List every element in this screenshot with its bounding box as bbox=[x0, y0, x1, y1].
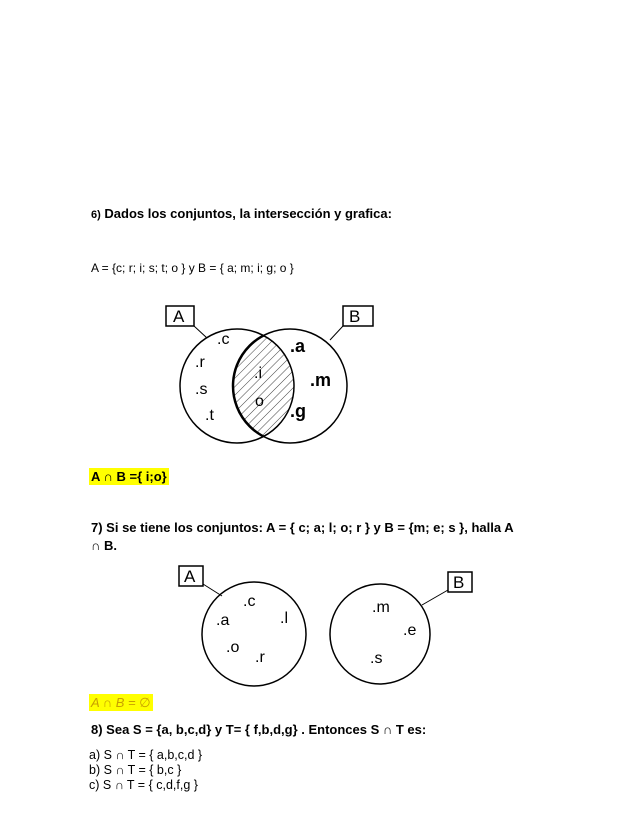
q7-element: .s bbox=[370, 650, 383, 667]
q6-sets-line: A = {c; r; i; s; t; o } y B = { a; m; i; g; o } bbox=[91, 261, 294, 275]
q7-element: .e bbox=[403, 622, 417, 639]
q6-label-a: A bbox=[173, 307, 185, 326]
q7-title-line1: 7) Si se tiene los conjuntos: A = { c; a; l; o; r } y B = {m; e; s }, halla A bbox=[91, 520, 514, 535]
q6-number: 6) bbox=[91, 209, 101, 221]
q7-title-line2: ∩ B. bbox=[91, 538, 117, 553]
q6-element: .i bbox=[254, 365, 262, 382]
q6-title-text: Dados los conjuntos, la intersección y grafica: bbox=[104, 206, 392, 221]
q7-element: .o bbox=[226, 639, 240, 656]
q8-option-c: c) S ∩ T = { c,d,f,g } bbox=[89, 778, 198, 792]
q6-element: o bbox=[255, 393, 264, 410]
q6-answer-text: A ∩ B ={ i;o} bbox=[91, 469, 167, 484]
q7-answer-text: A ∩ B = ∅ bbox=[91, 695, 151, 710]
q7-element: .l bbox=[280, 610, 288, 627]
q6-element: .s bbox=[195, 381, 208, 398]
q7-element: .c bbox=[243, 593, 256, 610]
q6-element: .a bbox=[290, 336, 306, 356]
q8-title: 8) Sea S = {a, b,c,d} y T= { f,b,d,g} . Entonces S ∩ T es: bbox=[91, 722, 427, 737]
q7-element: .m bbox=[372, 599, 390, 616]
q7-venn-diagram bbox=[170, 560, 490, 690]
q6-venn-diagram bbox=[160, 300, 390, 448]
q6-element: .t bbox=[205, 407, 214, 424]
q6-element: .m bbox=[310, 370, 332, 390]
q7-label-b: B bbox=[453, 573, 465, 592]
q6-title bbox=[91, 206, 392, 221]
q8-option-b: b) S ∩ T = { b,c } bbox=[89, 763, 182, 777]
q6-element: .c bbox=[217, 331, 230, 348]
q6-element: .r bbox=[195, 354, 205, 371]
q8-options bbox=[89, 748, 202, 793]
q8-option-a: a) S ∩ T = { a,b,c,d } bbox=[89, 748, 203, 762]
q6-label-b: B bbox=[349, 307, 361, 326]
q7-label-a: A bbox=[184, 567, 196, 586]
q7-element: .r bbox=[255, 649, 265, 666]
q7-element: .a bbox=[216, 612, 230, 629]
q6-answer bbox=[89, 468, 169, 486]
q7-answer bbox=[89, 694, 153, 712]
q6-element: .g bbox=[290, 401, 306, 421]
